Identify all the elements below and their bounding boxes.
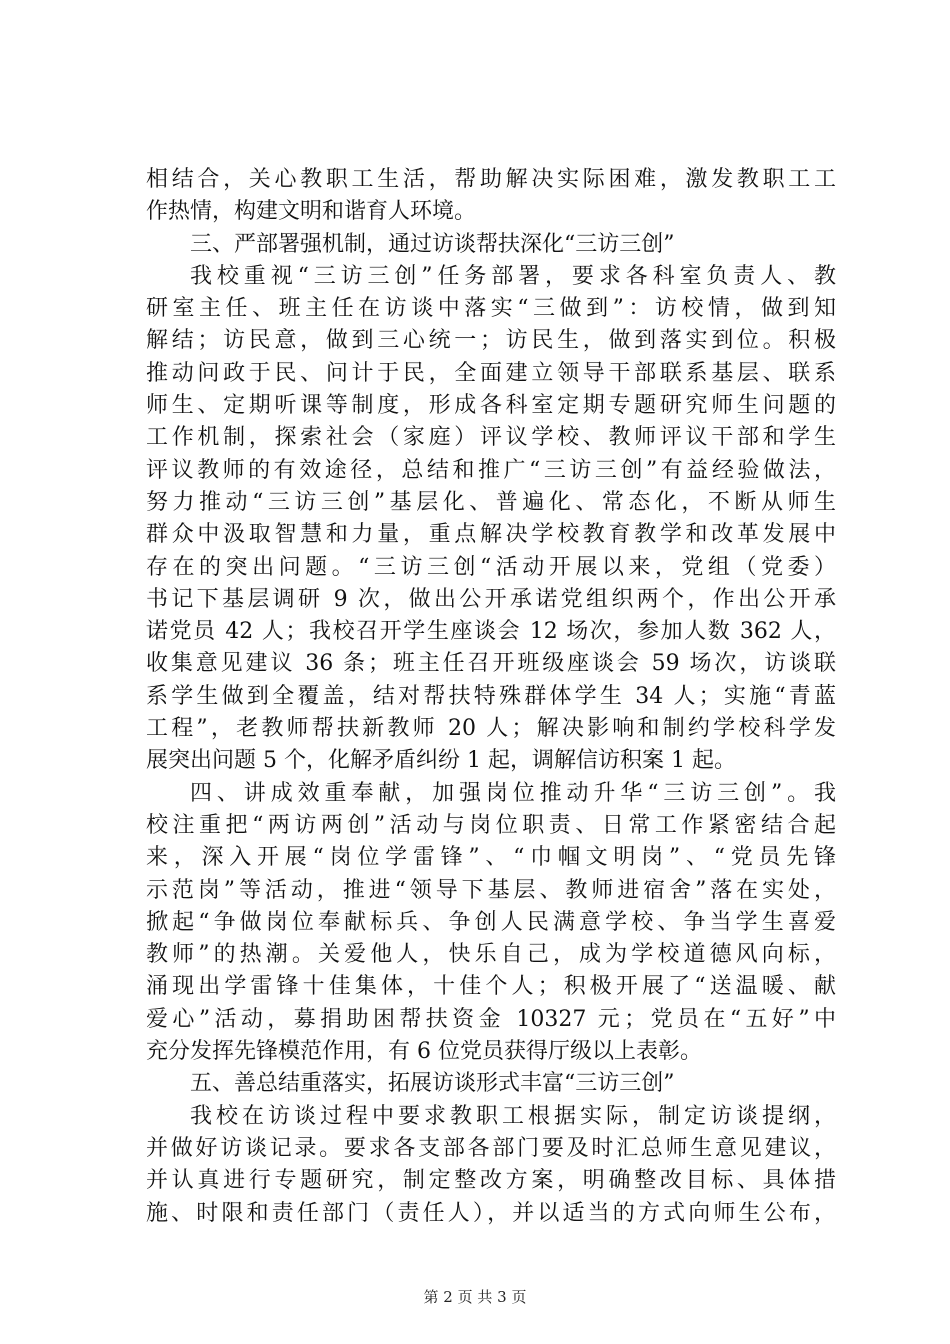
text-line: 五、善总结重落实，拓展访谈形式丰富“三访三创”	[190, 1071, 675, 1097]
text-line: 诺党员 42 人；我校召开学生座谈会 12 场次，参加人数 362 人，	[146, 619, 836, 645]
text-line: 研室主任、班主任在访谈中落实“三做到”：访校情，做到知	[146, 296, 836, 322]
text-line: 并做好访谈记录。要求各支部各部门要及时汇总师生意见建议，	[146, 1135, 836, 1161]
text-line: 推动问政于民、问计于民，全面建立领导干部联系基层、联系	[146, 360, 836, 386]
text-line: 工程”，老教师帮扶新教师 20 人；解决影响和制约学校科学发	[146, 716, 836, 742]
text-line: 系学生做到全覆盖，结对帮扶特殊群体学生 34 人；实施“青蓝	[146, 683, 836, 709]
text-line: 评议教师的有效途径，总结和推广“三访三创”有益经验做法，	[146, 457, 836, 483]
text-line: 并认真进行专题研究，制定整改方案，明确整改目标、具体措	[146, 1168, 836, 1194]
text-line: 解结；访民意，做到三心统一；访民生，做到落实到位。积极	[146, 328, 836, 354]
text-line: 校注重把“两访两创”活动与岗位职责、日常工作紧密结合起	[146, 812, 836, 838]
text-line: 群众中汲取智慧和力量，重点解决学校教育教学和改革发展中	[146, 522, 836, 548]
text-line: 三、严部署强机制，通过访谈帮扶深化“三访三创”	[190, 231, 675, 257]
text-line: 来，深入开展“岗位学雷锋”、“巾帼文明岗”、“党员先锋	[146, 845, 836, 871]
text-line: 收集意见建议 36 条；班主任召开班级座谈会 59 场次，访谈联	[146, 651, 836, 677]
text-line: 教师”的热潮。关爱他人，快乐自己，成为学校道德风向标，	[146, 942, 836, 968]
text-line: 我校在访谈过程中要求教职工根据实际，制定访谈提纲，	[190, 1103, 836, 1129]
text-line: 施、时限和责任部门（责任人），并以适当的方式向师生公布，	[146, 1200, 836, 1226]
text-line: 爱心”活动，募捐助困帮扶资金 10327 元；党员在“五好”中	[146, 1006, 836, 1032]
text-line: 充分发挥先锋模范作用，有 6 位党员获得厅级以上表彰。	[146, 1039, 702, 1065]
document-body	[146, 164, 836, 1230]
text-line: 示范岗”等活动，推进“领导下基层、教师进宿舍”落在实处，	[146, 877, 836, 903]
text-line: 作热情，构建文明和谐育人环境。	[146, 199, 477, 225]
text-line: 工作机制，探索社会（家庭）评议学校、教师评议干部和学生	[146, 425, 836, 451]
text-line: 存在的突出问题。“三访三创“活动开展以来，党组（党委）	[146, 554, 836, 580]
text-line: 涌现出学雷锋十佳集体，十佳个人；积极开展了“送温暖、献	[146, 974, 836, 1000]
text-line: 四、讲成效重奉献，加强岗位推动升华“三访三创”。我	[190, 780, 836, 806]
text-line: 相结合，关心教职工生活，帮助解决实际困难，激发教职工工	[146, 167, 836, 192]
text-line: 我校重视“三访三创”任务部署，要求各科室负责人、教	[190, 263, 836, 289]
text-line: 书记下基层调研 9 次，做出公开承诺党组织两个，作出公开承	[146, 586, 836, 612]
text-line: 展突出问题 5 个，化解矛盾纠纷 1 起，调解信访积案 1 起。	[146, 748, 736, 774]
text-line: 掀起“争做岗位奉献标兵、争创人民满意学校、争当学生喜爱	[146, 909, 836, 935]
page-number-footer: 第 2 页 共 3 页	[423, 1288, 527, 1306]
text-line: 努力推动“三访三创”基层化、普遍化、常态化，不断从师生	[146, 489, 836, 515]
text-line: 师生、定期听课等制度，形成各科室定期专题研究师生问题的	[146, 393, 836, 419]
